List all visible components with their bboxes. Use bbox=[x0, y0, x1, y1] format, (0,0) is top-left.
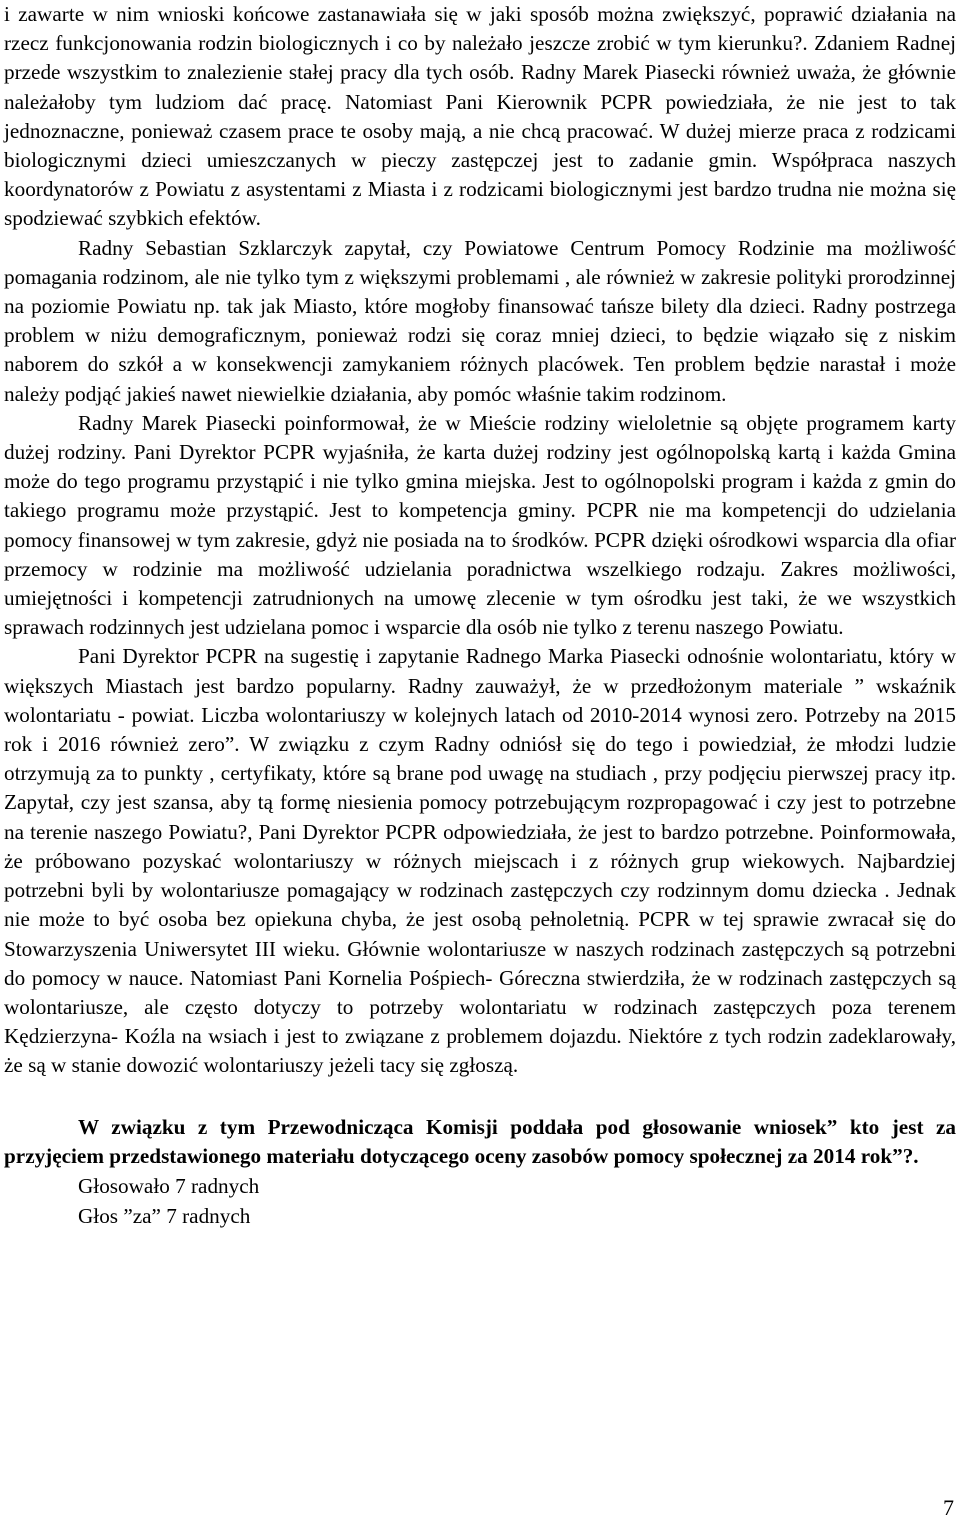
vote-total: Głosowało 7 radnych bbox=[78, 1173, 260, 1198]
paragraph-1: i zawarte w nim wnioski końcowe zastanawiała się w jaki sposób można zwiększyć, poprawić działania na rzecz funkcjonowania rodzin biologicznych i co by należało jeszcze zrobić w tym kierunku?. Zdaniem Radnej przede wszystkim to znalezienie stałej pracy dla tych osób. Radny Marek Piasecki również uważa, że głównie należałoby tym ludziom dać pracę. Natomiast Pani Kierownik PCPR powiedziała, że nie jest to tak jednoznaczne, ponieważ czasem prace te osoby mają, a nie chcą pracować. W dużej mierze praca z rodzicami biologicznymi dzieci umieszczanych w pieczy zastępczej jest to zadanie gmin. Współpraca naszych koordynatorów z Powiatu z asystentami z Miasta i z rodzicami biologicznymi jest bardzo trudna nie można się spodziewać szybkich efektów. bbox=[4, 2, 956, 231]
motion-paragraph: W związku z tym Przewodnicząca Komisji poddała pod głosowanie wniosek” kto jest za przyjęciem przedstawionego materiału dotyczącego oceny zasobów pomocy społecznej za 2014 rok”?. bbox=[4, 1114, 956, 1168]
document-page bbox=[4, 0, 956, 1231]
paragraph-3: Radny Marek Piasecki poinformował, że w Mieście rodziny wieloletnie są objęte programem karty dużej rodziny. Pani Dyrektor PCPR wyjaśniła, że karta dużej rodziny jest ogólnopolską kartą i każda Gmina może do tego programu przystąpić i nie tylko gmina miejska. Jest to ogólnopolski program i każda z gmin do takiego programu może przystąpić. Jest to kompetencja gminy. PCPR nie ma kompetencji do udzielania pomocy finansowej w tym zakresie, gdyż nie posiada na to środków. PCPR dzięki ośrodkowi wsparcia dla ofiar przemocy w rodzinie ma możliwość udzielania poradnictwa wszelkiego rodzaju. Zakres możliwości, umiejętności i kompetencji zatrudnionych na umowę zlecenie w tym ośrodku jest taki, że we wszystkich sprawach rodzinnych jest udzielana pomoc i wsparcie dla osób nie tylko z terenu naszego Powiatu. bbox=[4, 410, 956, 640]
paragraph-2: Radny Sebastian Szklarczyk zapytał, czy Powiatowe Centrum Pomocy Rodzinie ma możliwość pomagania rodzinom, ale nie tylko tym z większymi problemami , ale również w zakresie polityki prorodzinnej na poziomie Powiatu np. tak jak Miasto, które mogłoby finansować tańsze bilety dla dzieci. Radny postrzega problem w niżu demograficznym, ponieważ rodzi się coraz mniej dzieci, to będzie wiązało się z niskim naborem do szkół a w konsekwencji zamykaniem różnych placówek. Ten problem będzie narastał i może należy podjąć jakieś nawet niewielkie działania, aby pomóc właśnie takim rodzinom. bbox=[4, 235, 956, 406]
vote-for: Głos ”za” 7 radnych bbox=[78, 1203, 251, 1228]
page-number: 7 bbox=[943, 1495, 954, 1520]
paragraph-4: Pani Dyrektor PCPR na sugestię i zapytanie Radnego Marka Piasecki odnośnie wolontariatu, który w większych Miastach jest bardzo popularny. Radny zauważył, że w przedłożonym materiale ” wskaźnik wolontariatu - powiat. Liczba wolontariuszy w kolejnych latach od 2010-2014 wynosi zero. Potrzeby na 2015 rok i 2016 również zero”. W związku z czym Radny odniósł się do tego i powiedział, że młodzi ludzie otrzymują za to punkty , certyfikaty, które są brane pod uwagę na studiach , przy podjęciu pierwszej pracy itp. Zapytał, czy jest szansa, aby tą formę niesienia pomocy potrzebującym rozpropagować i czy jest to potrzebne na terenie naszego Powiatu?, Pani Dyrektor PCPR odpowiedziała, że jest to bardzo potrzebne. Poinformowała, że próbowano pozyskać wolontariuszy w różnych miejscach i z różnych grup wiekowych. Najbardziej potrzebni byli by wolontariusze pomagający w rodzinach zastępczych czy rodzinnym domu dziecka . Jednak nie może to być osoba bez opiekuna chyba, że jest osobą pełnoletnią. PCPR w tej sprawie zwracał się do Stowarzyszenia Uniwersytet III wieku. Głównie wolontariusze w naszych rodzinach zastępczych są potrzebni do pomocy w nauce. Natomiast Pani Kornelia Pośpiech- Góreczna stwierdziła, że w rodzinach zastępczych są wolontariusze, ale często dotyczy to potrzeby wolontariatu w rodzinach zastępczych poza terenem Kędzierzyna- Koźla na wsiach i jest to związane z problemem dojazdu. Niektóre z tych rodzin zadeklarowały, że są w stanie dowozić wolontariuszy jeżeli tacy się zgłoszą. bbox=[4, 644, 956, 1078]
